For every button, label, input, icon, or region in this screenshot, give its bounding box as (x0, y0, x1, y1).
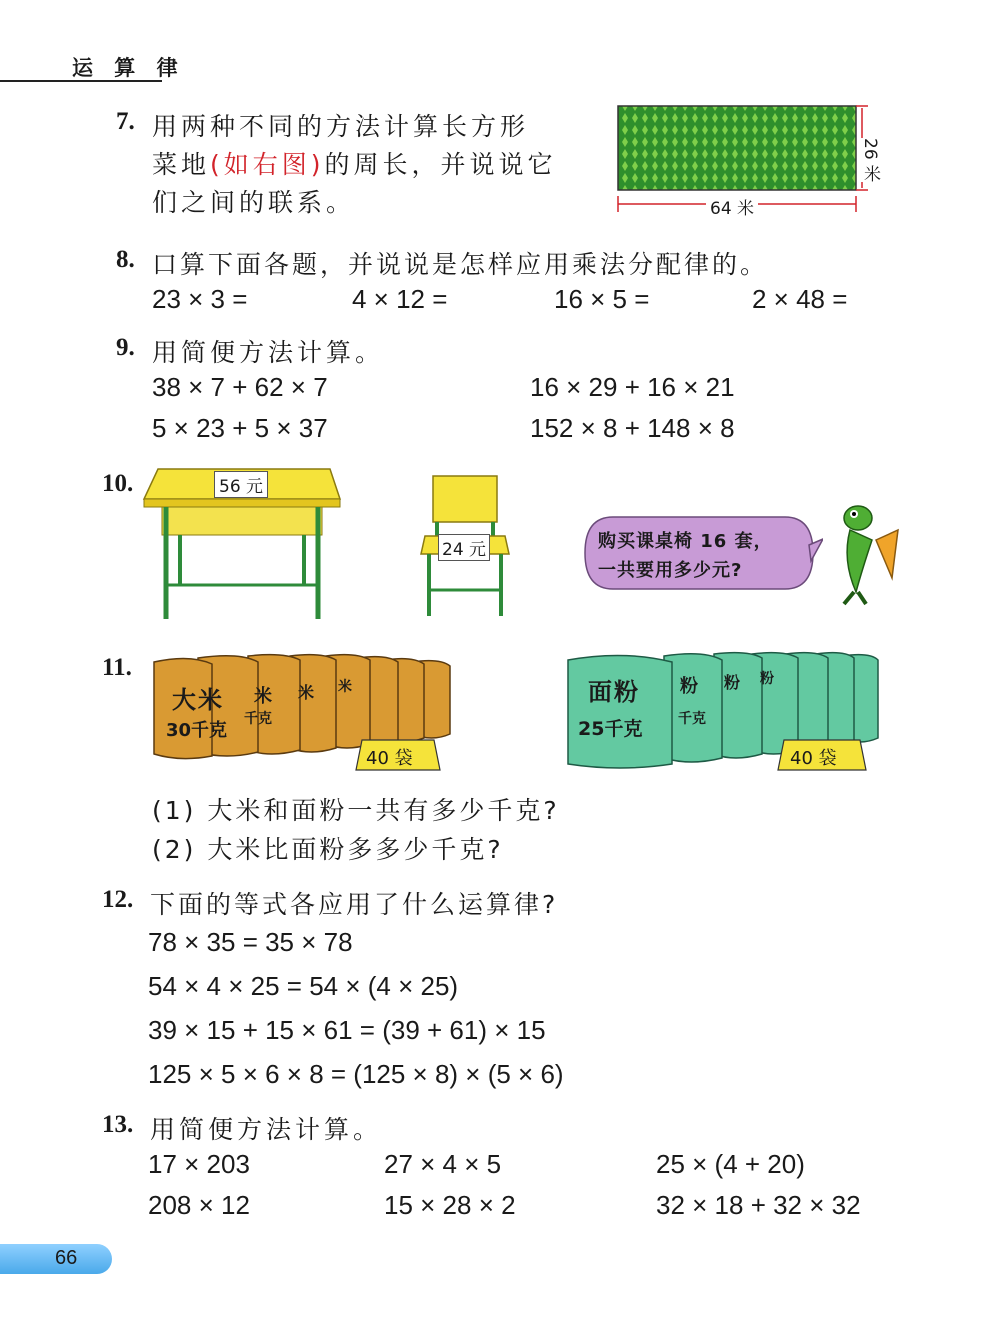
q7-line2 (152, 145, 557, 181)
flour-bag-label-4: 粉 (760, 671, 774, 687)
q8-item-1: 23 × 3 = (152, 284, 248, 314)
flour-count: 40 袋 (790, 748, 837, 769)
flour-weight: 25千克 (578, 718, 643, 740)
flour-bag-label-3: 粉 (724, 673, 741, 692)
q13-item-5: 15 × 28 × 2 (384, 1190, 516, 1220)
q7-line3: 们之间的联系。 (152, 188, 356, 217)
q9-item-3: 5 × 23 + 5 × 37 (152, 413, 328, 443)
q11-sub-2: (2) 大米比面粉多多少千克? (152, 835, 504, 864)
q7-line2-b: 的周长，并说说它 (324, 150, 557, 179)
q12-item-1: 78 × 35 = 35 × 78 (148, 927, 353, 957)
field-height-label: 26 米 (858, 138, 883, 182)
q12-item-3: 39 × 15 + 15 × 61 = (39 + 61) × 15 (148, 1015, 546, 1045)
q11-sub-1: (1) 大米和面粉一共有多少千克? (152, 796, 560, 825)
rice-bag-label-2: 米 (254, 686, 272, 707)
q13-item-4: 208 × 12 (148, 1190, 250, 1220)
chapter-title: 运 算 律 (72, 56, 185, 80)
q12-item-2: 54 × 4 × 25 = 54 × (4 × 25) (148, 971, 459, 1001)
q9-item-1: 38 × 7 + 62 × 7 (152, 372, 328, 402)
q13-item-2: 27 × 4 × 5 (384, 1149, 502, 1179)
q7-number: 7. (116, 108, 135, 135)
desk-price-tag: 56 元 (214, 471, 268, 498)
q8-text: 口算下面各题，并说说是怎样应用乘法分配律的。 (152, 250, 769, 279)
rice-label: 大米 (172, 686, 224, 714)
rice-weight: 30千克 (166, 720, 228, 741)
q8-item-3: 16 × 5 = (554, 284, 650, 314)
q13-text: 用简便方法计算。 (150, 1115, 383, 1144)
q12-item-4: 125 × 5 × 6 × 8 = (125 × 8) × (5 × 6) (148, 1059, 564, 1089)
flour-label: 面粉 (588, 678, 640, 706)
q12-text: 下面的等式各应用了什么运算律? (150, 890, 559, 919)
q13-item-1: 17 × 203 (148, 1149, 250, 1179)
bubble-line-1: 购买课桌椅 16 套， (598, 531, 773, 552)
q9-text: 用简便方法计算。 (152, 338, 385, 367)
bubble-line-2: 一共要用多少元? (598, 560, 743, 581)
rice-bag-weight-2: 千克 (244, 711, 272, 727)
q8-item-4: 2 × 48 = (752, 284, 848, 314)
q7-line1: 用两种不同的方法计算长方形 (152, 112, 530, 141)
q13-item-6: 32 × 18 + 32 × 32 (656, 1190, 861, 1220)
q13-number: 13. (102, 1111, 134, 1138)
page-number: 66 (55, 1247, 78, 1269)
q12-number: 12. (102, 886, 134, 913)
cartoon-mascot (832, 500, 902, 610)
rice-bag-label-3: 米 (298, 683, 315, 702)
q8-item-2: 4 × 12 = (352, 284, 448, 314)
q9-item-4: 152 × 8 + 148 × 8 (530, 413, 735, 443)
vegetable-field (618, 106, 856, 190)
field-width-label: 64 米 (706, 194, 758, 219)
q10-number: 10. (102, 470, 134, 497)
q9-number: 9. (116, 334, 135, 361)
rice-count: 40 袋 (366, 748, 413, 769)
header-rule (0, 80, 162, 82)
chair-price-tag: 24 元 (438, 534, 490, 561)
q9-item-2: 16 × 29 + 16 × 21 (530, 372, 735, 402)
q7-line2-a: 菜地 (152, 150, 211, 179)
q8-number: 8. (116, 246, 135, 273)
q7-line2-red: (如右图) (210, 150, 325, 179)
q11-number: 11. (102, 654, 132, 681)
flour-bag-label-2: 粉 (680, 676, 698, 697)
rice-bag-label-4: 米 (338, 679, 352, 695)
flour-bag-weight-2: 千克 (678, 711, 706, 727)
q13-item-3: 25 × (4 + 20) (656, 1149, 805, 1179)
